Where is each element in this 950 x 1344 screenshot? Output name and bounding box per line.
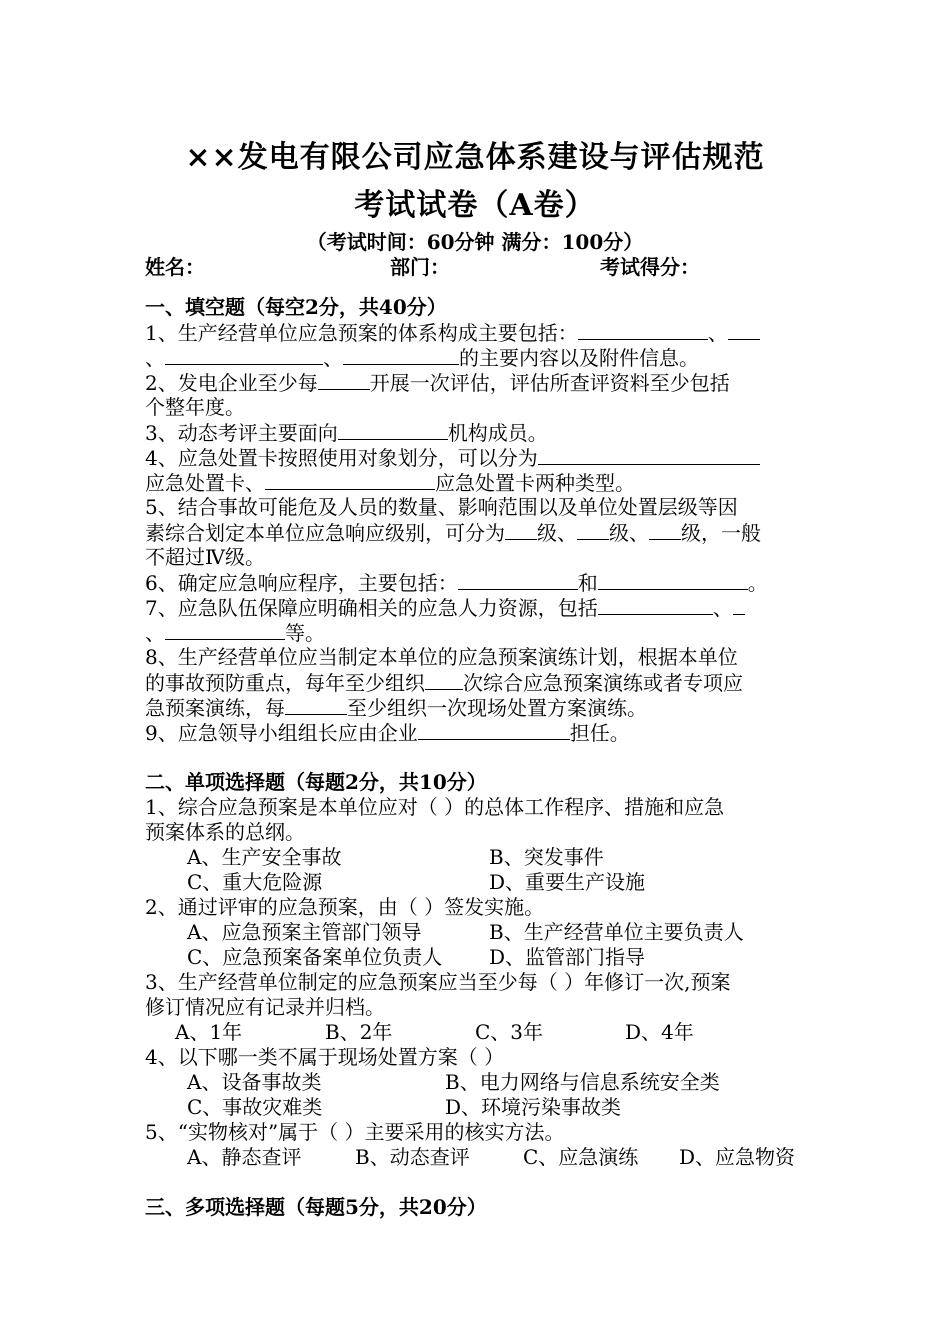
s1-q5-line1: 5、结合事故可能危及人员的数量、影响范围以及单位处置层级等因	[145, 495, 738, 519]
score-label: 考试得分：	[600, 255, 700, 279]
option-a[interactable]: A、应急预案主管部门领导	[187, 920, 422, 944]
s2-q5-line1: 5、“实物核对”属于（ ）主要采用的核实方法。	[145, 1120, 565, 1144]
answer-blank[interactable]	[578, 320, 708, 340]
option-b[interactable]: B、电力网络与信息系统安全类	[445, 1070, 720, 1094]
s2-q3-line1: 3、生产经营单位制定的应急预案应当至少每（ ）年修订一次,预案	[145, 970, 731, 994]
dept-label: 部门：	[390, 255, 450, 279]
s1-q9: 9、应急领导小组组长应由企业 担任。	[145, 721, 630, 745]
s1-q6: 6、确定应急响应程序，主要包括： 和 。	[145, 571, 768, 595]
answer-blank[interactable]	[418, 720, 570, 740]
option-a[interactable]: A、设备事故类	[187, 1070, 322, 1094]
s1-q8-line2: 的事故预防重点，每年至少组织 次综合应急预案演练或者专项应	[145, 671, 743, 695]
exam-content	[145, 295, 815, 1220]
s2-q1-options-cd	[145, 870, 815, 895]
answer-blank[interactable]	[598, 595, 713, 615]
section1-heading: 一、填空题（每空2分，共40分）	[145, 295, 447, 319]
option-b[interactable]: B、突发事件	[489, 845, 604, 869]
s1-q1-line1: 1、生产经营单位应急预案的体系构成主要包括： 、	[145, 320, 815, 345]
answer-blank[interactable]	[577, 520, 609, 540]
s1-q7-line1: 7、应急队伍保障应明确相关的应急人力资源，包括 、	[145, 595, 815, 620]
s1-q8-line3: 急预案演练，每 至少组织一次现场处置方案演练。	[145, 696, 647, 720]
s1-q5-line2: 素综合划定本单位应急响应级别，可分为 级、 级、 级，一般	[145, 521, 761, 545]
option-a[interactable]: A、生产安全事故	[187, 845, 342, 869]
answer-blank[interactable]	[343, 345, 459, 365]
option-c[interactable]: C、3年	[475, 1020, 544, 1044]
s1-q8-line1: 8、生产经营单位应当制定本单位的应急预案演练计划，根据本单位	[145, 645, 738, 669]
s2-q4-line1: 4、以下哪一类不属于现场处置方案（ ）	[145, 1045, 505, 1069]
answer-blank[interactable]	[458, 570, 578, 590]
option-c[interactable]: C、重大危险源	[187, 870, 323, 894]
section3-heading: 三、多项选择题（每题5分，共20分）	[145, 1195, 487, 1219]
section2-heading: 二、单项选择题（每题2分，共10分）	[145, 770, 487, 794]
s2-q1-line1: 1、综合应急预案是本单位应对（ ）的总体工作程序、措施和应急	[145, 795, 725, 819]
s2-q2-options-ab	[145, 920, 815, 945]
answer-blank[interactable]	[165, 620, 285, 640]
s1-q4-line2: 应急处置卡、 应急处置卡两种类型。	[145, 471, 635, 495]
s2-q2-options-cd	[145, 945, 815, 970]
answer-blank[interactable]	[318, 370, 370, 390]
option-d[interactable]: D、环境污染事故类	[445, 1095, 622, 1119]
answer-blank[interactable]	[425, 670, 463, 690]
option-b[interactable]: B、生产经营单位主要负责人	[489, 920, 744, 944]
s2-q4-options-ab	[145, 1070, 815, 1095]
s1-q1-line2: 、 、 的主要内容以及附件信息。	[145, 346, 699, 370]
option-d[interactable]: D、监管部门指导	[489, 945, 646, 969]
s2-q1-options-ab	[145, 845, 815, 870]
option-b[interactable]: B、动态查评	[355, 1145, 470, 1169]
s1-q2-line1: 2、发电企业至少每 开展一次评估，评估所查评资料至少包括	[145, 371, 730, 395]
s1-q3: 3、动态考评主要面向 机构成员。	[145, 421, 548, 445]
answer-blank[interactable]	[598, 570, 748, 590]
name-label: 姓名：	[145, 255, 205, 279]
exam-subtitle-paper: 考试试卷（A卷）	[354, 188, 596, 223]
answer-blank[interactable]	[265, 470, 435, 490]
answer-blank[interactable]	[505, 520, 537, 540]
option-b[interactable]: B、2年	[325, 1020, 393, 1044]
answer-blank[interactable]	[538, 445, 760, 465]
s2-q3-line2: 修订情况应有记录并归档。	[145, 995, 385, 1019]
option-a[interactable]: A、静态查评	[187, 1145, 302, 1169]
option-a[interactable]: A、1年	[175, 1020, 243, 1044]
answer-blank[interactable]	[285, 695, 347, 715]
answer-blank[interactable]	[728, 320, 760, 340]
option-c[interactable]: C、应急预案备案单位负责人	[187, 945, 443, 969]
s2-q1-line2: 预案体系的总纲。	[145, 820, 305, 844]
answer-blank[interactable]	[165, 345, 323, 365]
option-d[interactable]: D、4年	[625, 1020, 694, 1044]
s2-q4-options-cd	[145, 1095, 815, 1120]
exam-title: ××发电有限公司应急体系建设与评估规范	[185, 140, 765, 175]
exam-time-score: （考试时间：60分钟 满分：100分）	[306, 230, 644, 254]
s1-q2-line2: 个整年度。	[145, 395, 245, 419]
s1-q7-line2: 、 等。	[145, 621, 325, 645]
s1-q4-line1: 4、应急处置卡按照使用对象划分，可以分为	[145, 445, 815, 470]
option-d[interactable]: D、重要生产设施	[489, 870, 646, 894]
s2-q3-options	[145, 1020, 815, 1045]
s2-q2-line1: 2、通过评审的应急预案，由（ ）签发实施。	[145, 895, 545, 919]
answer-blank[interactable]	[338, 420, 448, 440]
s1-q5-line3: 不超过Ⅳ级。	[145, 545, 265, 569]
s2-q5-options	[145, 1145, 815, 1170]
option-d[interactable]: D、应急物资	[679, 1145, 796, 1169]
answer-blank[interactable]	[733, 595, 745, 615]
option-c[interactable]: C、应急演练	[523, 1145, 639, 1169]
option-c[interactable]: C、事故灾难类	[187, 1095, 323, 1119]
answer-blank[interactable]	[649, 520, 681, 540]
